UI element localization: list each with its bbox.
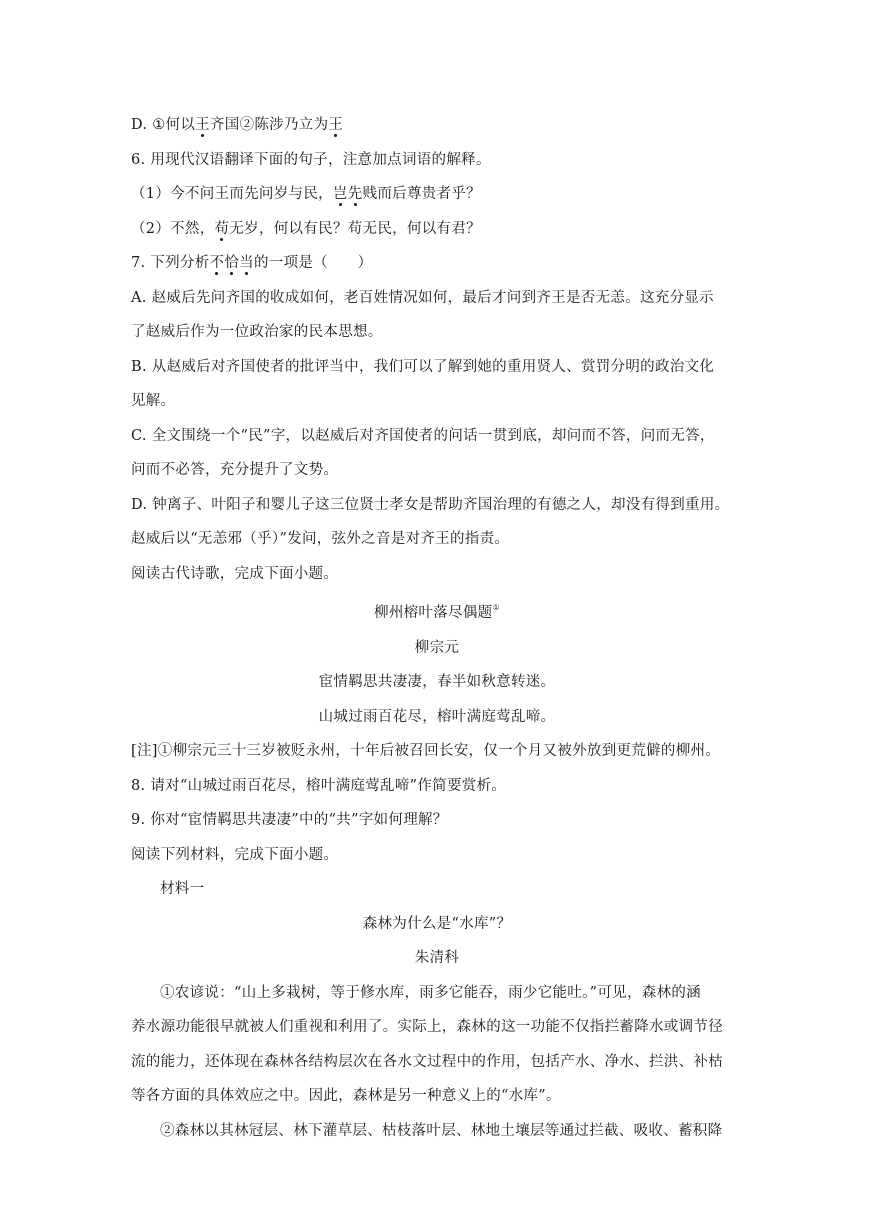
footnote-marker: ① xyxy=(492,603,500,612)
emphasis-dot: 当 xyxy=(239,255,254,271)
q6-sentence-2: （2）不然，苟无岁，何以有民？苟无民，何以有君？ xyxy=(131,220,481,237)
poem-note: [注]①柳宗元三十三岁被贬永州，十年后被召回长安，仅一个月又被外放到更荒僻的柳州。 xyxy=(131,743,721,759)
poem-author: 柳宗元 xyxy=(414,639,460,656)
q7-option-d-line1: D. 钟离子、叶阳子和婴儿子这三位贤士孝女是帮助齐国治理的有德之人，却没有得到重用。 xyxy=(131,496,730,513)
q7-option-d-line2: 赵威后以“无恙邪（乎）”发问，弦外之音是对齐王的指责。 xyxy=(131,531,510,547)
q9-stem: 9. 你对“宦情羁思共凄凄”中的“共”字如何理解？ xyxy=(131,812,448,828)
q7-option-c-line2: 问而不必答，充分提升了文势。 xyxy=(131,462,339,478)
emphasis-dot: 王 xyxy=(328,117,344,133)
poem-intro: 阅读古代诗歌，完成下面小题。 xyxy=(131,565,339,582)
emphasis-dot: 苟 xyxy=(214,220,230,237)
paragraph-2-line1: ②森林以其林冠层、林下灌草层、枯枝落叶层、林地土壤层等通过拦截、吸收、蓄积降 xyxy=(160,1122,723,1139)
q7-option-b-line1: B. 从赵威后对齐国使者的批评当中，我们可以了解到她的重用贤人、赏罚分明的政治文化 xyxy=(131,358,715,375)
paragraph-1-line2: 养水源功能很早就被人们重视和利用了。实际上，森林的这一功能不仅指拦蓄降水或调节径 xyxy=(131,1019,723,1035)
q5-option-d: D. ①何以王齐国②陈涉乃立为王 xyxy=(131,117,344,133)
material-author: 朱清科 xyxy=(414,950,460,966)
q7-option-a-line2: 了赵威后作为一位政治家的民本思想。 xyxy=(131,324,383,340)
poem-title: 柳州榕叶落尽偶题① xyxy=(374,603,500,621)
emphasis-dot: 王 xyxy=(195,117,210,133)
paragraph-1-line1: ①农谚说：“山上多栽树，等于修水库，雨多它能吞，雨少它能吐。”可见，森林的涵 xyxy=(160,984,701,1001)
q7-option-a-line1: A. 赵威后先问齐国的收成如何，老百姓情况如何，最后才问到齐王是否无恙。这充分显示 xyxy=(131,289,714,306)
q6-sentence-1: （1）今不问王而先问岁与民，岂先贱而后尊贵者乎？ xyxy=(131,186,481,202)
q6-stem: 6. 用现代汉语翻译下面的句子，注意加点词语的解释。 xyxy=(131,151,491,168)
q7-stem: 7. 下列分析不恰当的一项是（ ） xyxy=(131,255,373,271)
poem-line-1: 宦情羁思共凄凄，春半如秋意转迷。 xyxy=(318,674,556,690)
emphasis-dot: 恰 xyxy=(224,255,240,271)
material-intro: 阅读下列材料，完成下面小题。 xyxy=(131,846,339,863)
material-title: 森林为什么是“水库”？ xyxy=(362,915,512,932)
material-label: 材料一 xyxy=(160,881,205,897)
paragraph-1-line3: 流的能力，还体现在森林各结构层次在各水文过程中的作用，包括产水、净水、拦洪、补枯 xyxy=(131,1053,723,1070)
document-page xyxy=(131,108,743,1148)
emphasis-dot: 岂 xyxy=(332,186,348,202)
poem-line-2: 山城过雨百花尽，榕叶满庭莺乱啼。 xyxy=(318,708,556,725)
q7-option-c-line1: C. 全文围绕一个“民”字，以赵威后对齐国使者的问话一贯到底，却问而不答，问而无答， xyxy=(131,427,715,444)
q7-option-b-line2: 见解。 xyxy=(131,393,176,409)
emphasis-dot: 先 xyxy=(347,186,363,202)
paragraph-1-line4: 等各方面的具体效应之中。因此，森林是另一种意义上的“水库”。 xyxy=(131,1088,561,1104)
q8-stem: 8. 请对“山城过雨百花尽，榕叶满庭莺乱啼”作简要赏析。 xyxy=(131,777,507,794)
emphasis-dot: 不 xyxy=(209,255,225,271)
